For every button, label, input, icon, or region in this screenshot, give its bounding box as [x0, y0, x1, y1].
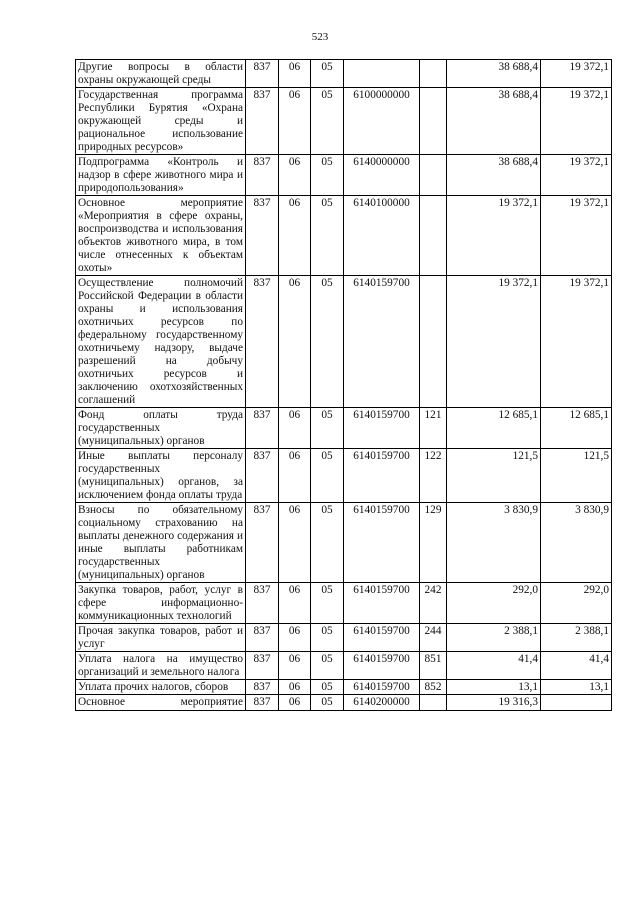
cell-rz: 06: [279, 60, 311, 88]
table-row: [76, 449, 612, 503]
table-row: [76, 583, 612, 624]
cell-rz: 06: [279, 652, 311, 680]
cell-sum-1: 41,4: [447, 652, 541, 680]
cell-sum-1: 38 688,4: [447, 88, 541, 155]
cell-sum-2: 19 372,1: [541, 60, 612, 88]
cell-vr: 244: [420, 624, 447, 652]
table-row: [76, 276, 612, 408]
cell-csr: 6140159700: [344, 680, 420, 695]
row-name: Подпрограмма «Контроль и надзор в сфере животного мира и природопользования»: [76, 155, 246, 196]
cell-vr: [420, 60, 447, 88]
budget-table: [75, 59, 612, 711]
cell-csr: 6140159700: [344, 276, 420, 408]
cell-pr: 05: [311, 155, 344, 196]
table-row: [76, 695, 612, 711]
table-row: [76, 624, 612, 652]
table-row: [76, 60, 612, 88]
row-name: Иные выплаты персоналу государственных (муниципальных) органов, за исключением фонда оплаты труда: [76, 449, 246, 503]
cell-vr: 122: [420, 449, 447, 503]
cell-sum-2: 19 372,1: [541, 276, 612, 408]
cell-ved: 837: [246, 408, 279, 449]
cell-sum-2: 19 372,1: [541, 155, 612, 196]
cell-ved: 837: [246, 60, 279, 88]
cell-sum-2: [541, 695, 612, 711]
cell-csr: 6140000000: [344, 155, 420, 196]
table-row: [76, 652, 612, 680]
table-row: [76, 680, 612, 695]
cell-sum-1: 38 688,4: [447, 60, 541, 88]
row-name: Закупка товаров, работ, услуг в сфере информационно-коммуникационных технологий: [76, 583, 246, 624]
cell-csr: 6100000000: [344, 88, 420, 155]
cell-vr: [420, 155, 447, 196]
table-row: [76, 88, 612, 155]
cell-pr: 05: [311, 583, 344, 624]
cell-sum-1: 12 685,1: [447, 408, 541, 449]
cell-pr: 05: [311, 196, 344, 276]
cell-sum-2: 41,4: [541, 652, 612, 680]
cell-csr: 6140159700: [344, 624, 420, 652]
cell-sum-2: 13,1: [541, 680, 612, 695]
cell-vr: [420, 276, 447, 408]
cell-csr: 6140100000: [344, 196, 420, 276]
cell-pr: 05: [311, 408, 344, 449]
cell-vr: 129: [420, 503, 447, 583]
cell-ved: 837: [246, 652, 279, 680]
table-row: [76, 196, 612, 276]
cell-sum-2: 19 372,1: [541, 196, 612, 276]
cell-sum-2: 121,5: [541, 449, 612, 503]
cell-rz: 06: [279, 680, 311, 695]
cell-pr: 05: [311, 60, 344, 88]
cell-sum-1: 2 388,1: [447, 624, 541, 652]
cell-sum-1: 19 372,1: [447, 276, 541, 408]
cell-vr: 121: [420, 408, 447, 449]
cell-ved: 837: [246, 503, 279, 583]
cell-pr: 05: [311, 652, 344, 680]
cell-sum-2: 3 830,9: [541, 503, 612, 583]
cell-ved: 837: [246, 583, 279, 624]
cell-csr: 6140159700: [344, 583, 420, 624]
cell-pr: 05: [311, 88, 344, 155]
table-row: [76, 155, 612, 196]
cell-csr: 6140159700: [344, 408, 420, 449]
row-name: Взносы по обязательному социальному страхованию на выплаты денежного содержания и иные выплаты работникам государственных (муниципальных) органов: [76, 503, 246, 583]
cell-sum-1: 292,0: [447, 583, 541, 624]
cell-rz: 06: [279, 155, 311, 196]
cell-sum-2: 292,0: [541, 583, 612, 624]
row-name: Уплата налога на имущество организаций и земельного налога: [76, 652, 246, 680]
cell-vr: [420, 695, 447, 711]
cell-sum-2: 19 372,1: [541, 88, 612, 155]
cell-sum-1: 121,5: [447, 449, 541, 503]
cell-sum-1: 19 316,3: [447, 695, 541, 711]
page-number: 523: [311, 31, 329, 43]
cell-ved: 837: [246, 196, 279, 276]
cell-rz: 06: [279, 624, 311, 652]
row-name-text: Основное мероприятие: [78, 696, 243, 708]
cell-rz: 06: [279, 276, 311, 408]
cell-rz: 06: [279, 408, 311, 449]
cell-ved: 837: [246, 276, 279, 408]
row-name: Фонд оплаты труда государственных (муниципальных) органов: [76, 408, 246, 449]
cell-csr: 6140159700: [344, 449, 420, 503]
cell-csr: 6140159700: [344, 503, 420, 583]
row-name: [76, 695, 246, 711]
cell-pr: 05: [311, 695, 344, 711]
cell-vr: [420, 88, 447, 155]
cell-pr: 05: [311, 624, 344, 652]
cell-pr: 05: [311, 680, 344, 695]
cell-pr: 05: [311, 276, 344, 408]
cell-sum-2: 12 685,1: [541, 408, 612, 449]
cell-ved: 837: [246, 624, 279, 652]
cell-pr: 05: [311, 503, 344, 583]
cell-ved: 837: [246, 88, 279, 155]
cell-vr: [420, 196, 447, 276]
table-row: [76, 503, 612, 583]
row-name: Прочая закупка товаров, работ и услуг: [76, 624, 246, 652]
cell-vr: 852: [420, 680, 447, 695]
row-name: Уплата прочих налогов, сборов: [76, 680, 246, 695]
cell-rz: 06: [279, 196, 311, 276]
cell-csr: 6140200000: [344, 695, 420, 711]
row-name: Другие вопросы в области охраны окружающей среды: [76, 60, 246, 88]
cell-rz: 06: [279, 583, 311, 624]
cell-sum-1: 19 372,1: [447, 196, 541, 276]
cell-ved: 837: [246, 680, 279, 695]
row-name: Государственная программа Республики Бурятия «Охрана окружающей среды и рациональное использование природных ресурсов»: [76, 88, 246, 155]
cell-csr: 6140159700: [344, 652, 420, 680]
cell-vr: 242: [420, 583, 447, 624]
cell-vr: 851: [420, 652, 447, 680]
cell-ved: 837: [246, 155, 279, 196]
cell-sum-1: 13,1: [447, 680, 541, 695]
row-name: Осуществление полномочий Российской Федерации в области охраны и использования охотничьих ресурсов по федеральному государственному охотничьему надзору, выдаче разрешений на добычу охотничьих ресурсов и заключению охотхозяйственных соглашений: [76, 276, 246, 408]
cell-ved: 837: [246, 695, 279, 711]
cell-sum-1: 38 688,4: [447, 155, 541, 196]
cell-rz: 06: [279, 88, 311, 155]
cell-sum-1: 3 830,9: [447, 503, 541, 583]
cell-rz: 06: [279, 695, 311, 711]
cell-rz: 06: [279, 503, 311, 583]
cell-rz: 06: [279, 449, 311, 503]
cell-csr: [344, 60, 420, 88]
table-row: [76, 408, 612, 449]
cell-ved: 837: [246, 449, 279, 503]
cell-sum-2: 2 388,1: [541, 624, 612, 652]
cell-pr: 05: [311, 449, 344, 503]
row-name: Основное мероприятие «Мероприятия в сфере охраны, воспроизводства и использования объектов животного мира, в том числе отнесенных к объектам охоты»: [76, 196, 246, 276]
